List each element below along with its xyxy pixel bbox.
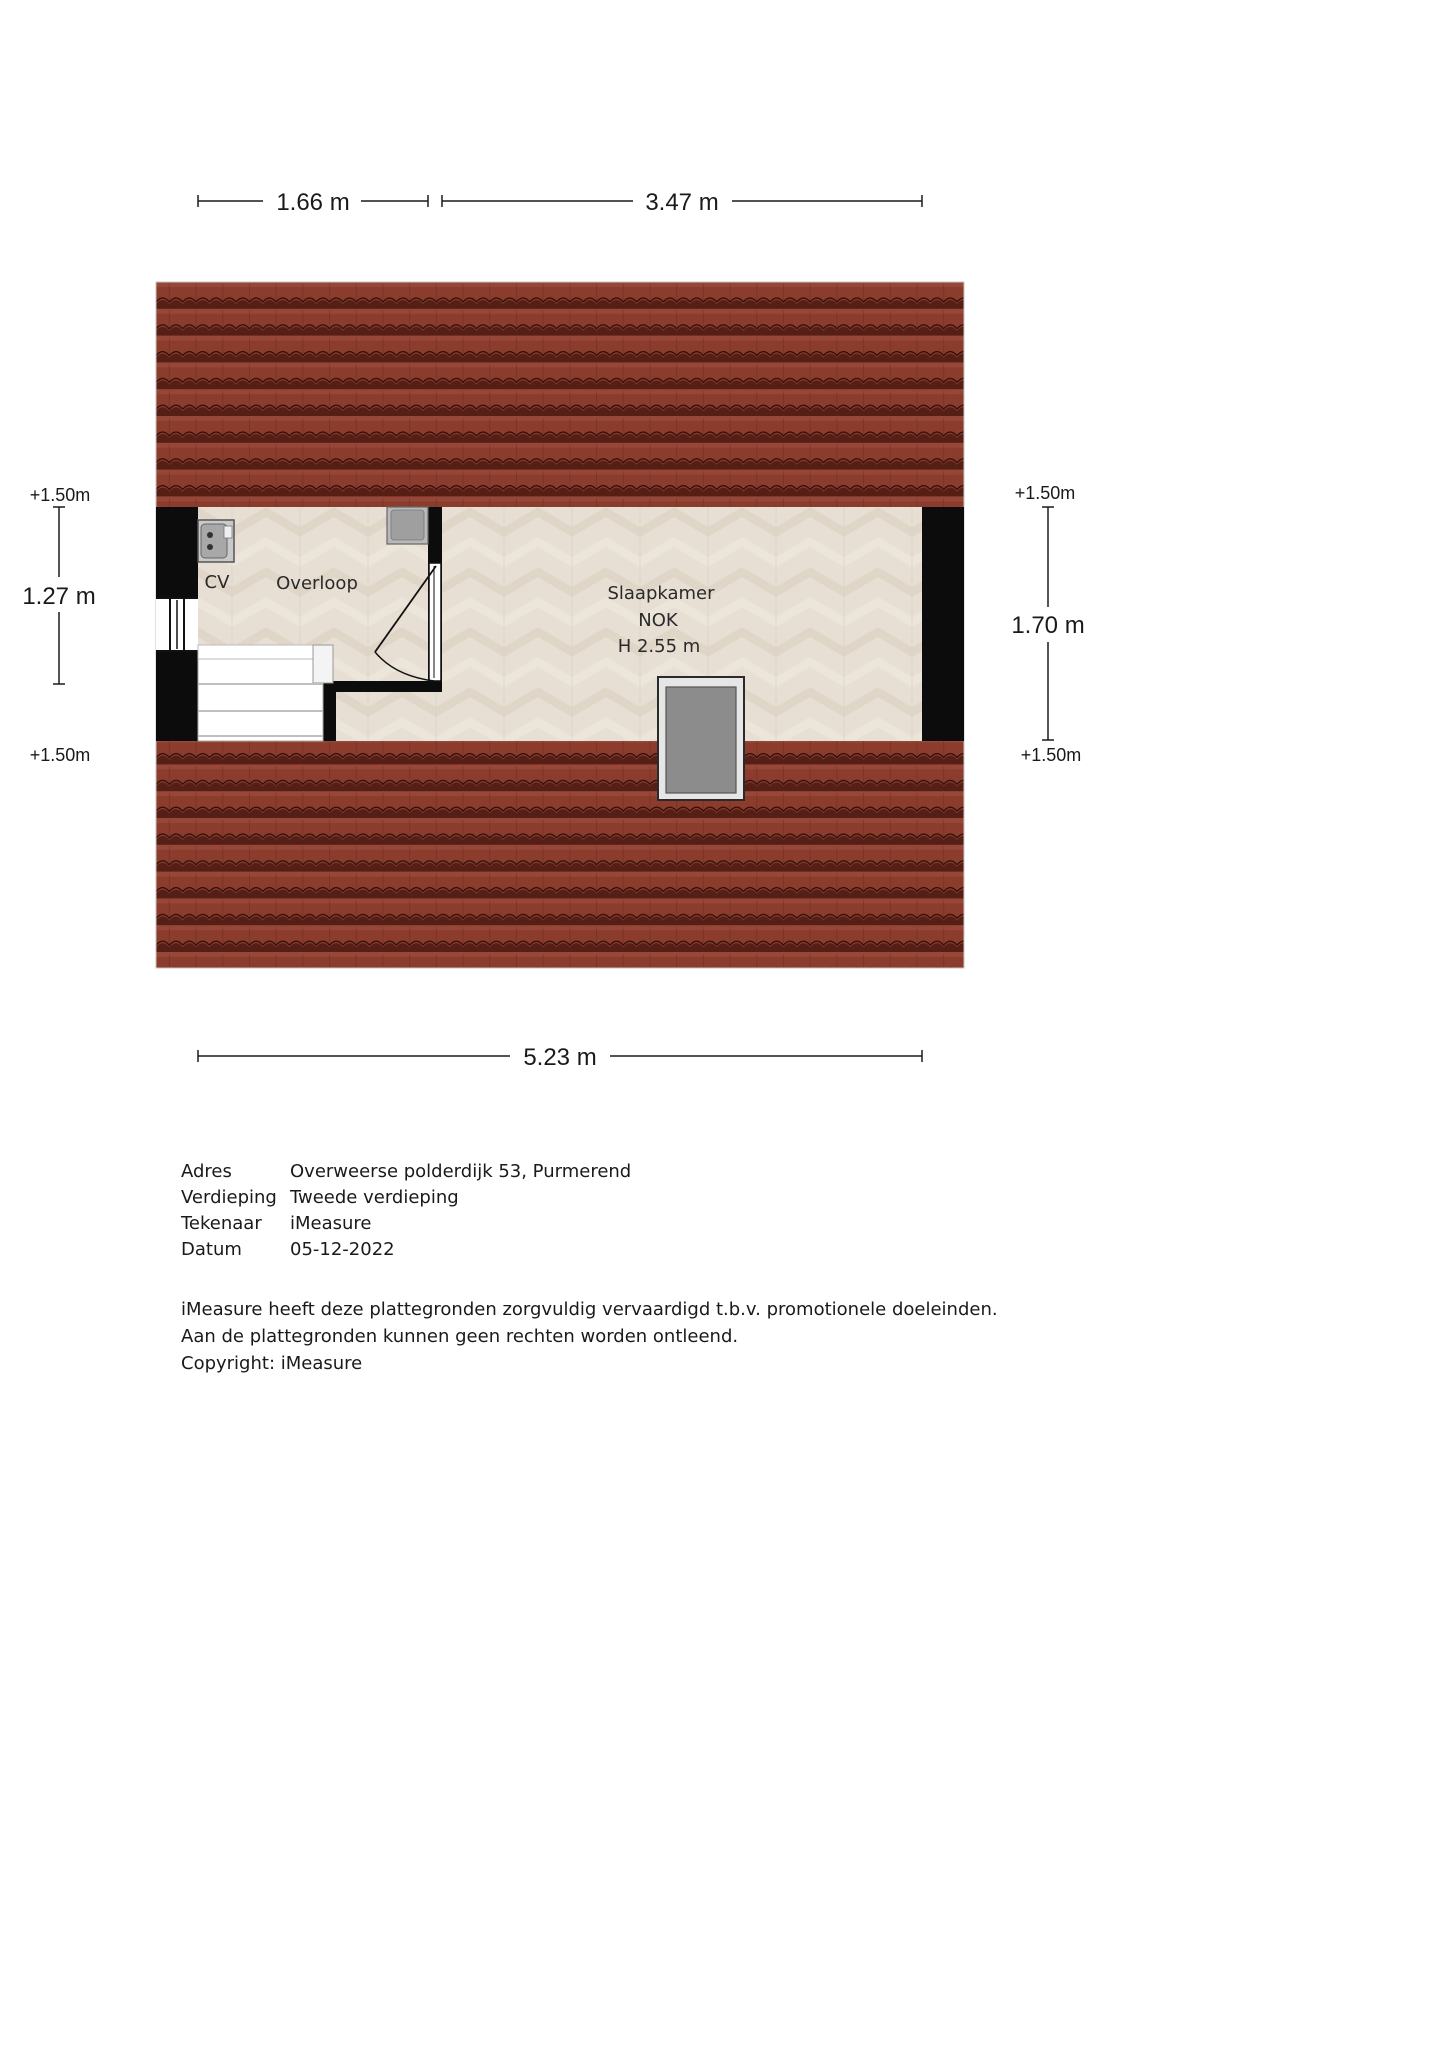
info-key-address: Adres	[181, 1161, 232, 1182]
info-block	[181, 1159, 1001, 1263]
disclaimer-line: iMeasure heeft deze plattegronden zorgvuldig vervaardigd t.b.v. promotionele doeleinden.	[181, 1299, 998, 1320]
disclaimer-text	[181, 1296, 1081, 1377]
info-row-drafter	[181, 1211, 1001, 1237]
staircase	[198, 645, 333, 741]
info-value-drafter: iMeasure	[290, 1213, 372, 1234]
disclaimer-line: Aan de plattegronden kunnen geen rechten worden ontleend.	[181, 1326, 739, 1347]
dimension-label-top-left: 1.66 m	[276, 189, 350, 216]
boiler-unit	[198, 520, 234, 562]
level-label-right-top: +1.50m	[1014, 483, 1076, 503]
level-label-left-bottom: +1.50m	[29, 745, 91, 765]
level-label-left-top: +1.50m	[29, 485, 91, 505]
washbasin	[387, 507, 428, 544]
dimension-label-right-height: 1.70 m	[1011, 612, 1085, 639]
info-row-date	[181, 1237, 1001, 1263]
room-label-cv: CV	[204, 572, 230, 593]
info-key-floor: Verdieping	[181, 1187, 277, 1208]
room-label-height: H 2.55 m	[617, 636, 701, 657]
info-row-floor	[181, 1185, 1001, 1211]
info-value-date: 05-12-2022	[290, 1239, 395, 1260]
info-value-address: Overweerse polderdijk 53, Purmerend	[290, 1161, 632, 1182]
dimension-label-top-right: 3.47 m	[645, 189, 719, 216]
copyright-line: Copyright: iMeasure	[181, 1353, 363, 1374]
info-row-address	[181, 1159, 1001, 1185]
info-value-floor: Tweede verdieping	[290, 1187, 459, 1208]
room-label-slaapkamer: Slaapkamer	[607, 583, 715, 604]
info-key-date: Datum	[181, 1239, 242, 1260]
level-label-right-bottom: +1.50m	[1020, 745, 1082, 765]
left-window	[156, 598, 198, 651]
roof-tiles-bottom	[156, 741, 964, 968]
room-label-overloop: Overloop	[276, 573, 358, 594]
info-key-drafter: Tekenaar	[181, 1213, 262, 1234]
skylight	[658, 677, 744, 800]
dimension-label-left-height: 1.27 m	[22, 583, 96, 610]
roof-tiles-top	[156, 282, 964, 507]
dimension-label-bottom: 5.23 m	[523, 1044, 597, 1071]
room-label-nok: NOK	[638, 610, 678, 631]
